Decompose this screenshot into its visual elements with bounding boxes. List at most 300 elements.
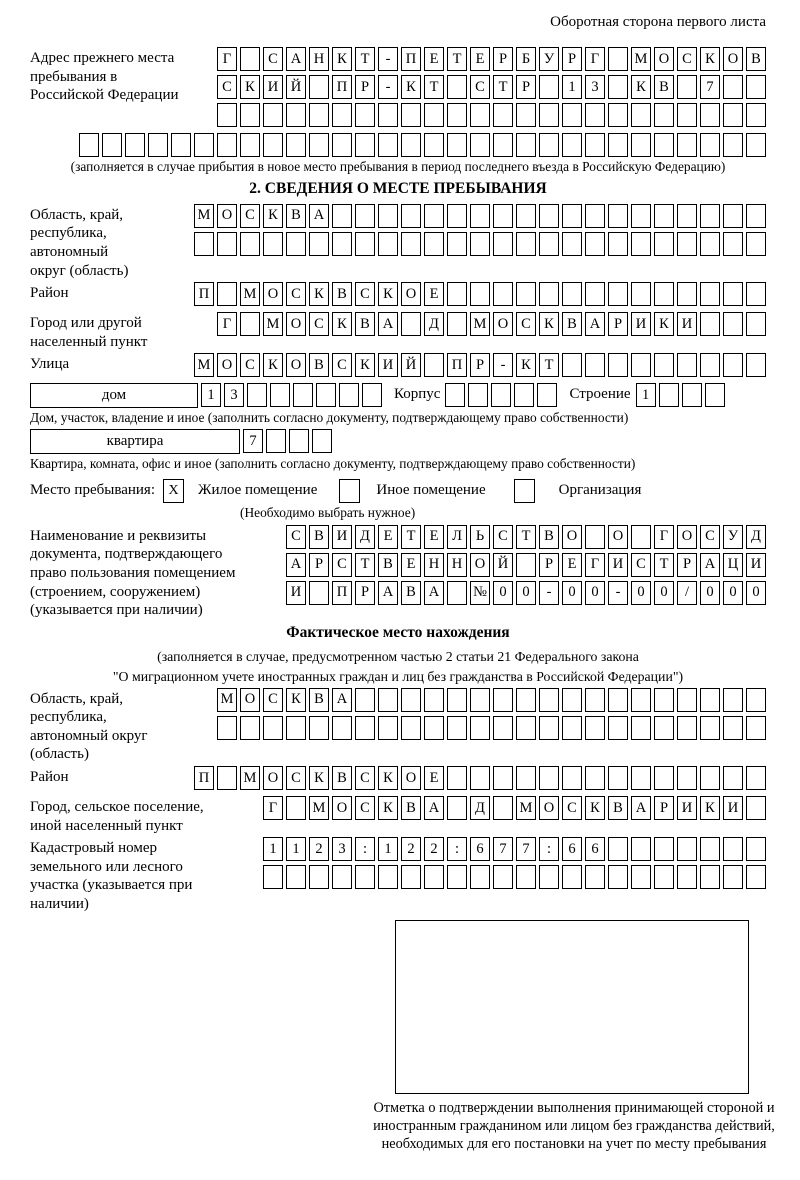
char-box[interactable] <box>631 232 651 256</box>
char-box[interactable]: М <box>631 47 651 71</box>
char-box[interactable]: И <box>677 312 697 336</box>
char-box[interactable]: П <box>332 75 352 99</box>
char-box[interactable] <box>447 133 467 157</box>
char-box[interactable]: Е <box>470 47 490 71</box>
char-box[interactable] <box>723 204 743 228</box>
char-box[interactable] <box>332 133 352 157</box>
char-box[interactable]: Й <box>493 553 513 577</box>
char-box[interactable] <box>355 232 375 256</box>
char-box[interactable]: М <box>516 796 536 820</box>
char-box[interactable] <box>746 75 766 99</box>
char-box[interactable] <box>654 688 674 712</box>
char-box[interactable] <box>516 282 536 306</box>
char-box[interactable]: О <box>286 353 306 377</box>
char-box[interactable] <box>585 865 605 889</box>
apartment-field-box[interactable]: квартира <box>30 429 240 454</box>
char-box[interactable]: - <box>539 581 559 605</box>
char-box[interactable] <box>470 133 490 157</box>
char-box[interactable] <box>562 204 582 228</box>
char-box[interactable]: И <box>746 553 766 577</box>
char-box[interactable] <box>677 232 697 256</box>
char-box[interactable]: 0 <box>631 581 651 605</box>
char-box[interactable] <box>677 353 697 377</box>
char-box[interactable] <box>378 232 398 256</box>
char-box[interactable]: 0 <box>746 581 766 605</box>
char-box[interactable] <box>562 766 582 790</box>
char-box[interactable] <box>723 282 743 306</box>
char-box[interactable] <box>362 383 382 407</box>
char-box[interactable] <box>608 282 628 306</box>
char-box[interactable] <box>263 865 283 889</box>
char-box[interactable] <box>677 75 697 99</box>
char-box[interactable] <box>289 429 309 453</box>
char-box[interactable]: Г <box>654 525 674 549</box>
char-box[interactable] <box>700 204 720 228</box>
char-box[interactable]: О <box>654 47 674 71</box>
char-box[interactable] <box>608 688 628 712</box>
char-box[interactable] <box>677 282 697 306</box>
char-box[interactable] <box>539 688 559 712</box>
char-box[interactable]: П <box>401 47 421 71</box>
char-box[interactable]: Е <box>401 553 421 577</box>
char-box[interactable]: Р <box>539 553 559 577</box>
char-box[interactable]: Ц <box>723 553 743 577</box>
char-box[interactable] <box>631 716 651 740</box>
char-box[interactable]: И <box>608 553 628 577</box>
char-box[interactable] <box>746 103 766 127</box>
char-box[interactable]: К <box>631 75 651 99</box>
char-box[interactable] <box>217 133 237 157</box>
char-box[interactable]: : <box>539 837 559 861</box>
char-box[interactable]: С <box>286 282 306 306</box>
char-box[interactable]: Е <box>424 766 444 790</box>
char-box[interactable]: В <box>378 553 398 577</box>
char-box[interactable] <box>378 865 398 889</box>
char-box[interactable]: Р <box>562 47 582 71</box>
char-box[interactable]: Л <box>447 525 467 549</box>
char-box[interactable]: К <box>378 282 398 306</box>
char-box[interactable] <box>654 204 674 228</box>
char-box[interactable]: Д <box>470 796 490 820</box>
char-box[interactable] <box>217 716 237 740</box>
char-box[interactable] <box>677 133 697 157</box>
char-box[interactable] <box>723 837 743 861</box>
char-box[interactable] <box>585 766 605 790</box>
char-box[interactable] <box>585 133 605 157</box>
char-box[interactable] <box>194 232 214 256</box>
char-box[interactable] <box>447 282 467 306</box>
char-box[interactable]: Д <box>746 525 766 549</box>
char-box[interactable]: И <box>332 525 352 549</box>
char-box[interactable]: А <box>332 688 352 712</box>
char-box[interactable]: : <box>355 837 375 861</box>
char-box[interactable]: В <box>309 525 329 549</box>
char-box[interactable] <box>746 716 766 740</box>
char-box[interactable] <box>309 103 329 127</box>
char-box[interactable] <box>746 133 766 157</box>
char-box[interactable] <box>263 232 283 256</box>
char-box[interactable]: 7 <box>516 837 536 861</box>
char-box[interactable] <box>677 103 697 127</box>
char-box[interactable] <box>125 133 145 157</box>
char-box[interactable] <box>562 716 582 740</box>
char-box[interactable]: Н <box>424 553 444 577</box>
char-box[interactable]: Р <box>355 581 375 605</box>
char-box[interactable] <box>447 312 467 336</box>
char-box[interactable]: - <box>608 581 628 605</box>
char-box[interactable]: В <box>562 312 582 336</box>
char-box[interactable]: 1 <box>378 837 398 861</box>
char-box[interactable]: 7 <box>243 429 263 453</box>
char-box[interactable]: В <box>355 312 375 336</box>
char-box[interactable]: Р <box>654 796 674 820</box>
char-box[interactable] <box>746 204 766 228</box>
char-box[interactable] <box>539 766 559 790</box>
char-box[interactable] <box>746 312 766 336</box>
char-box[interactable] <box>608 75 628 99</box>
char-box[interactable]: С <box>700 525 720 549</box>
char-box[interactable] <box>270 383 290 407</box>
char-box[interactable]: П <box>332 581 352 605</box>
char-box[interactable] <box>539 716 559 740</box>
char-box[interactable] <box>378 204 398 228</box>
char-box[interactable]: М <box>309 796 329 820</box>
char-box[interactable]: 3 <box>224 383 244 407</box>
char-box[interactable] <box>585 525 605 549</box>
char-box[interactable]: 3 <box>332 837 352 861</box>
char-box[interactable] <box>562 688 582 712</box>
char-box[interactable]: В <box>309 353 329 377</box>
char-box[interactable] <box>562 232 582 256</box>
char-box[interactable]: О <box>263 766 283 790</box>
char-box[interactable] <box>293 383 313 407</box>
char-box[interactable] <box>217 232 237 256</box>
char-box[interactable] <box>286 103 306 127</box>
char-box[interactable] <box>700 312 720 336</box>
char-box[interactable]: Й <box>286 75 306 99</box>
char-box[interactable] <box>700 688 720 712</box>
char-box[interactable] <box>654 837 674 861</box>
char-box[interactable] <box>516 766 536 790</box>
char-box[interactable] <box>539 103 559 127</box>
char-box[interactable]: О <box>217 353 237 377</box>
char-box[interactable] <box>447 204 467 228</box>
char-box[interactable]: 1 <box>263 837 283 861</box>
char-box[interactable] <box>608 353 628 377</box>
char-box[interactable] <box>247 383 267 407</box>
checkbox-residential[interactable]: X <box>163 479 184 503</box>
char-box[interactable]: М <box>240 766 260 790</box>
char-box[interactable]: Е <box>562 553 582 577</box>
char-box[interactable] <box>677 766 697 790</box>
char-box[interactable]: Г <box>217 312 237 336</box>
char-box[interactable] <box>562 103 582 127</box>
char-box[interactable] <box>79 133 99 157</box>
char-box[interactable]: К <box>332 47 352 71</box>
char-box[interactable]: П <box>194 766 214 790</box>
char-box[interactable] <box>677 716 697 740</box>
char-box[interactable]: В <box>332 766 352 790</box>
char-box[interactable]: О <box>401 282 421 306</box>
checkbox-organization[interactable] <box>514 479 535 503</box>
char-box[interactable] <box>723 133 743 157</box>
char-box[interactable]: - <box>378 47 398 71</box>
char-box[interactable]: А <box>631 796 651 820</box>
char-box[interactable]: К <box>263 204 283 228</box>
char-box[interactable] <box>445 383 465 407</box>
char-box[interactable] <box>654 865 674 889</box>
char-box[interactable] <box>332 716 352 740</box>
char-box[interactable] <box>537 383 557 407</box>
char-box[interactable] <box>608 716 628 740</box>
char-box[interactable] <box>263 133 283 157</box>
char-box[interactable] <box>516 865 536 889</box>
char-box[interactable]: О <box>217 204 237 228</box>
char-box[interactable]: М <box>194 353 214 377</box>
char-box[interactable] <box>493 232 513 256</box>
char-box[interactable]: Р <box>470 353 490 377</box>
char-box[interactable]: А <box>309 204 329 228</box>
char-box[interactable] <box>286 232 306 256</box>
char-box[interactable]: К <box>585 796 605 820</box>
char-box[interactable] <box>378 716 398 740</box>
char-box[interactable]: - <box>378 75 398 99</box>
char-box[interactable] <box>654 766 674 790</box>
char-box[interactable] <box>654 716 674 740</box>
char-box[interactable] <box>585 232 605 256</box>
char-box[interactable] <box>148 133 168 157</box>
char-box[interactable]: Д <box>424 312 444 336</box>
char-box[interactable]: А <box>378 312 398 336</box>
char-box[interactable]: К <box>309 282 329 306</box>
char-box[interactable]: 7 <box>493 837 513 861</box>
char-box[interactable] <box>585 716 605 740</box>
char-box[interactable] <box>585 353 605 377</box>
char-box[interactable]: О <box>470 553 490 577</box>
char-box[interactable]: 0 <box>723 581 743 605</box>
char-box[interactable] <box>217 282 237 306</box>
char-box[interactable] <box>378 133 398 157</box>
char-box[interactable]: В <box>332 282 352 306</box>
char-box[interactable] <box>470 232 490 256</box>
char-box[interactable] <box>539 75 559 99</box>
char-box[interactable] <box>516 103 536 127</box>
char-box[interactable] <box>516 232 536 256</box>
char-box[interactable] <box>493 688 513 712</box>
char-box[interactable]: Е <box>424 525 444 549</box>
char-box[interactable]: И <box>677 796 697 820</box>
char-box[interactable]: О <box>263 282 283 306</box>
char-box[interactable] <box>401 204 421 228</box>
char-box[interactable]: В <box>654 75 674 99</box>
char-box[interactable] <box>493 766 513 790</box>
char-box[interactable]: К <box>355 353 375 377</box>
char-box[interactable] <box>240 312 260 336</box>
char-box[interactable] <box>585 688 605 712</box>
char-box[interactable] <box>286 133 306 157</box>
char-box[interactable] <box>401 865 421 889</box>
char-box[interactable]: И <box>723 796 743 820</box>
char-box[interactable] <box>286 716 306 740</box>
char-box[interactable] <box>631 766 651 790</box>
char-box[interactable] <box>266 429 286 453</box>
char-box[interactable] <box>723 232 743 256</box>
char-box[interactable] <box>468 383 488 407</box>
char-box[interactable]: Т <box>539 353 559 377</box>
char-box[interactable]: В <box>539 525 559 549</box>
char-box[interactable] <box>309 75 329 99</box>
char-box[interactable]: 3 <box>585 75 605 99</box>
char-box[interactable] <box>240 716 260 740</box>
char-box[interactable] <box>470 716 490 740</box>
char-box[interactable] <box>309 716 329 740</box>
char-box[interactable] <box>723 865 743 889</box>
char-box[interactable]: О <box>539 796 559 820</box>
char-box[interactable]: С <box>332 353 352 377</box>
char-box[interactable] <box>424 716 444 740</box>
char-box[interactable] <box>746 796 766 820</box>
char-box[interactable]: № <box>470 581 490 605</box>
char-box[interactable] <box>171 133 191 157</box>
char-box[interactable] <box>700 282 720 306</box>
char-box[interactable]: О <box>677 525 697 549</box>
char-box[interactable] <box>217 103 237 127</box>
char-box[interactable] <box>309 865 329 889</box>
char-box[interactable]: О <box>286 312 306 336</box>
char-box[interactable]: К <box>700 796 720 820</box>
char-box[interactable]: У <box>723 525 743 549</box>
char-box[interactable] <box>470 865 490 889</box>
char-box[interactable] <box>700 133 720 157</box>
char-box[interactable] <box>608 47 628 71</box>
char-box[interactable]: О <box>401 766 421 790</box>
char-box[interactable] <box>309 581 329 605</box>
char-box[interactable]: О <box>332 796 352 820</box>
char-box[interactable] <box>631 688 651 712</box>
char-box[interactable]: П <box>194 282 214 306</box>
char-box[interactable]: Т <box>493 75 513 99</box>
char-box[interactable] <box>585 103 605 127</box>
char-box[interactable]: К <box>378 796 398 820</box>
char-box[interactable] <box>631 133 651 157</box>
char-box[interactable] <box>332 103 352 127</box>
char-box[interactable] <box>539 282 559 306</box>
char-box[interactable]: К <box>309 766 329 790</box>
char-box[interactable]: И <box>631 312 651 336</box>
char-box[interactable]: С <box>332 553 352 577</box>
char-box[interactable] <box>493 796 513 820</box>
char-box[interactable]: К <box>286 688 306 712</box>
char-box[interactable]: А <box>286 553 306 577</box>
char-box[interactable]: К <box>401 75 421 99</box>
char-box[interactable] <box>516 553 536 577</box>
char-box[interactable]: Г <box>585 47 605 71</box>
char-box[interactable] <box>263 103 283 127</box>
char-box[interactable] <box>631 837 651 861</box>
char-box[interactable] <box>493 865 513 889</box>
char-box[interactable] <box>659 383 679 407</box>
char-box[interactable]: С <box>470 75 490 99</box>
char-box[interactable] <box>631 103 651 127</box>
char-box[interactable]: 2 <box>309 837 329 861</box>
char-box[interactable] <box>516 133 536 157</box>
char-box[interactable] <box>746 865 766 889</box>
char-box[interactable]: К <box>332 312 352 336</box>
char-box[interactable]: 1 <box>562 75 582 99</box>
char-box[interactable]: С <box>631 553 651 577</box>
char-box[interactable] <box>332 204 352 228</box>
char-box[interactable] <box>539 865 559 889</box>
char-box[interactable] <box>608 865 628 889</box>
char-box[interactable]: Г <box>217 47 237 71</box>
char-box[interactable] <box>355 865 375 889</box>
char-box[interactable]: В <box>309 688 329 712</box>
char-box[interactable] <box>447 232 467 256</box>
char-box[interactable]: М <box>240 282 260 306</box>
char-box[interactable]: И <box>263 75 283 99</box>
char-box[interactable]: С <box>286 525 306 549</box>
char-box[interactable] <box>240 232 260 256</box>
char-box[interactable]: О <box>562 525 582 549</box>
char-box[interactable]: Т <box>654 553 674 577</box>
char-box[interactable]: С <box>240 204 260 228</box>
char-box[interactable]: М <box>194 204 214 228</box>
char-box[interactable] <box>355 103 375 127</box>
char-box[interactable]: С <box>677 47 697 71</box>
char-box[interactable] <box>700 766 720 790</box>
char-box[interactable] <box>562 865 582 889</box>
char-box[interactable]: А <box>286 47 306 71</box>
char-box[interactable] <box>401 312 421 336</box>
char-box[interactable]: О <box>493 312 513 336</box>
char-box[interactable] <box>677 837 697 861</box>
char-box[interactable] <box>723 353 743 377</box>
char-box[interactable] <box>447 688 467 712</box>
char-box[interactable] <box>355 716 375 740</box>
char-box[interactable] <box>562 282 582 306</box>
char-box[interactable] <box>631 353 651 377</box>
char-box[interactable] <box>677 865 697 889</box>
char-box[interactable] <box>339 383 359 407</box>
char-box[interactable] <box>723 312 743 336</box>
char-box[interactable] <box>312 429 332 453</box>
char-box[interactable] <box>631 865 651 889</box>
char-box[interactable] <box>585 282 605 306</box>
char-box[interactable]: Р <box>309 553 329 577</box>
char-box[interactable] <box>700 865 720 889</box>
char-box[interactable] <box>447 103 467 127</box>
char-box[interactable]: А <box>585 312 605 336</box>
char-box[interactable]: С <box>493 525 513 549</box>
char-box[interactable]: Р <box>493 47 513 71</box>
char-box[interactable]: 0 <box>700 581 720 605</box>
char-box[interactable]: К <box>700 47 720 71</box>
char-box[interactable] <box>447 865 467 889</box>
char-box[interactable] <box>654 133 674 157</box>
char-box[interactable]: С <box>516 312 536 336</box>
char-box[interactable]: 0 <box>585 581 605 605</box>
char-box[interactable] <box>514 383 534 407</box>
char-box[interactable] <box>401 232 421 256</box>
char-box[interactable] <box>562 133 582 157</box>
char-box[interactable]: 1 <box>286 837 306 861</box>
char-box[interactable] <box>424 688 444 712</box>
char-box[interactable]: Е <box>424 47 444 71</box>
char-box[interactable] <box>700 103 720 127</box>
char-box[interactable] <box>677 688 697 712</box>
char-box[interactable] <box>654 353 674 377</box>
char-box[interactable] <box>470 103 490 127</box>
